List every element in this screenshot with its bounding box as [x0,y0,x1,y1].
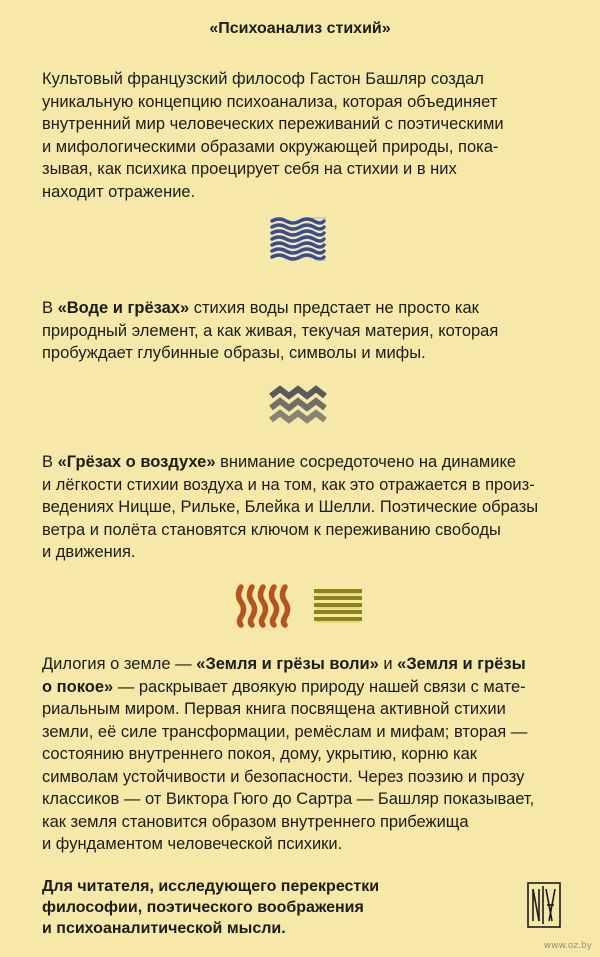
watermark: www.oz.by [543,941,592,951]
water-line: природный элемент, а как живая, текучая материя, которая [42,321,499,340]
publisher-logo-icon [526,881,562,929]
intro-line: зывая, как психика проецирует себя на стихии и в них [42,160,457,178]
earth-line: земли, её силе трансформации, ремёслам и мифам; вторая — [42,722,528,741]
intro-paragraph [42,68,572,203]
water-line: пробуждает глубинные образы, символы и мифы. [42,344,426,362]
page-title: «Психоанализ стихий» [209,20,391,37]
tagline-line: философии, поэтического воображения [42,899,364,916]
intro-line: и мифологическими образами окружающей природы, пока- [42,137,499,156]
intro-line: уникальную концепцию психоанализа, которая объединяет [42,92,498,111]
book-title-water: «Воде и грёзах» [57,299,190,317]
earth-line: и фундаментом человеческой психики. [42,835,343,853]
intro-line: внутренний мир человеческих переживаний с поэтическими [42,115,504,133]
air-line: и движения. [42,543,136,561]
earth-paragraph: Дилогия о земле — «Земля и грёзы воли» и «Земля и грёзы о покое» — раскрывает двоякую природу нашей связи с мате- риальным миром. Первая книга посвящена активной стихии земли, её силе трансформации, ремёслам и мифам; вторая — состоянию внутреннего покоя, дому, укрытию, корню как символам устойчивости и безопасности. Через поэзию и прозу классиков — от Виктора Гюго до Сартра — Башляр показывает, как земля становится образом внутреннего прибежища и фундаментом человеческой психики. [42,653,572,856]
earth-line: риальным миром. Первая книга посвящена активной стихии [42,700,506,718]
intro-line: находит отражение. [42,182,196,201]
book-title-earth-rest: «Земля и грёзы [397,655,526,673]
water-waves-icon [268,213,328,265]
earth-line: как земля становится образом внутреннего прибежища [42,812,469,831]
book-title-earth-rest-cont: о покое» [42,677,114,696]
air-line: и лёгкости стихии воздуха и на том, как это отражается в произ- [42,475,535,494]
intro-line: Культовый французский философ Гастон Башляр создал [42,70,484,88]
air-chevron-waves-icon [268,384,328,428]
tagline-line: и психоаналитической мысли. [42,920,286,937]
reader-tagline [42,876,462,939]
water-paragraph: В «Воде и грёзах» стихия воды предстает не просто как природный элемент, а как живая, текучая материя, которая пробуждает глубинные образы, символы и мифы. [42,297,572,365]
tagline-line: Для читателя, исследующего перекрестки [42,878,380,895]
air-line: ведениях Ницше, Рильке, Блейка и Шелли. Поэтические образы [42,498,539,516]
earth-line: состоянию внутреннего покоя, дому, укрытию, корню как [42,745,478,763]
earth-lines-icon [310,586,366,626]
air-paragraph: В «Грёзах о воздухе» внимание сосредоточено на динамике и лёгкости стихии воздуха и на том, как это отражается в произ- ведениях Ницше, Рильке, Блейка и Шелли. Поэтические образы ветра и полёта становятся ключом к переживанию свободы и движения. [42,451,572,564]
earth-line: символам устойчивости и безопасности. Через поэзию и прозу [42,767,525,786]
fire-waves-icon [234,584,294,628]
air-line: ветра и полёта становятся ключом к переживанию свободы [42,520,501,539]
earth-line: классиков — от Виктора Гюго до Сартра — Башляр показывает, [42,790,535,808]
book-title-air: «Грёзах о воздухе» [57,453,216,471]
book-title-earth-will: «Земля и грёзы воли» [196,655,379,673]
